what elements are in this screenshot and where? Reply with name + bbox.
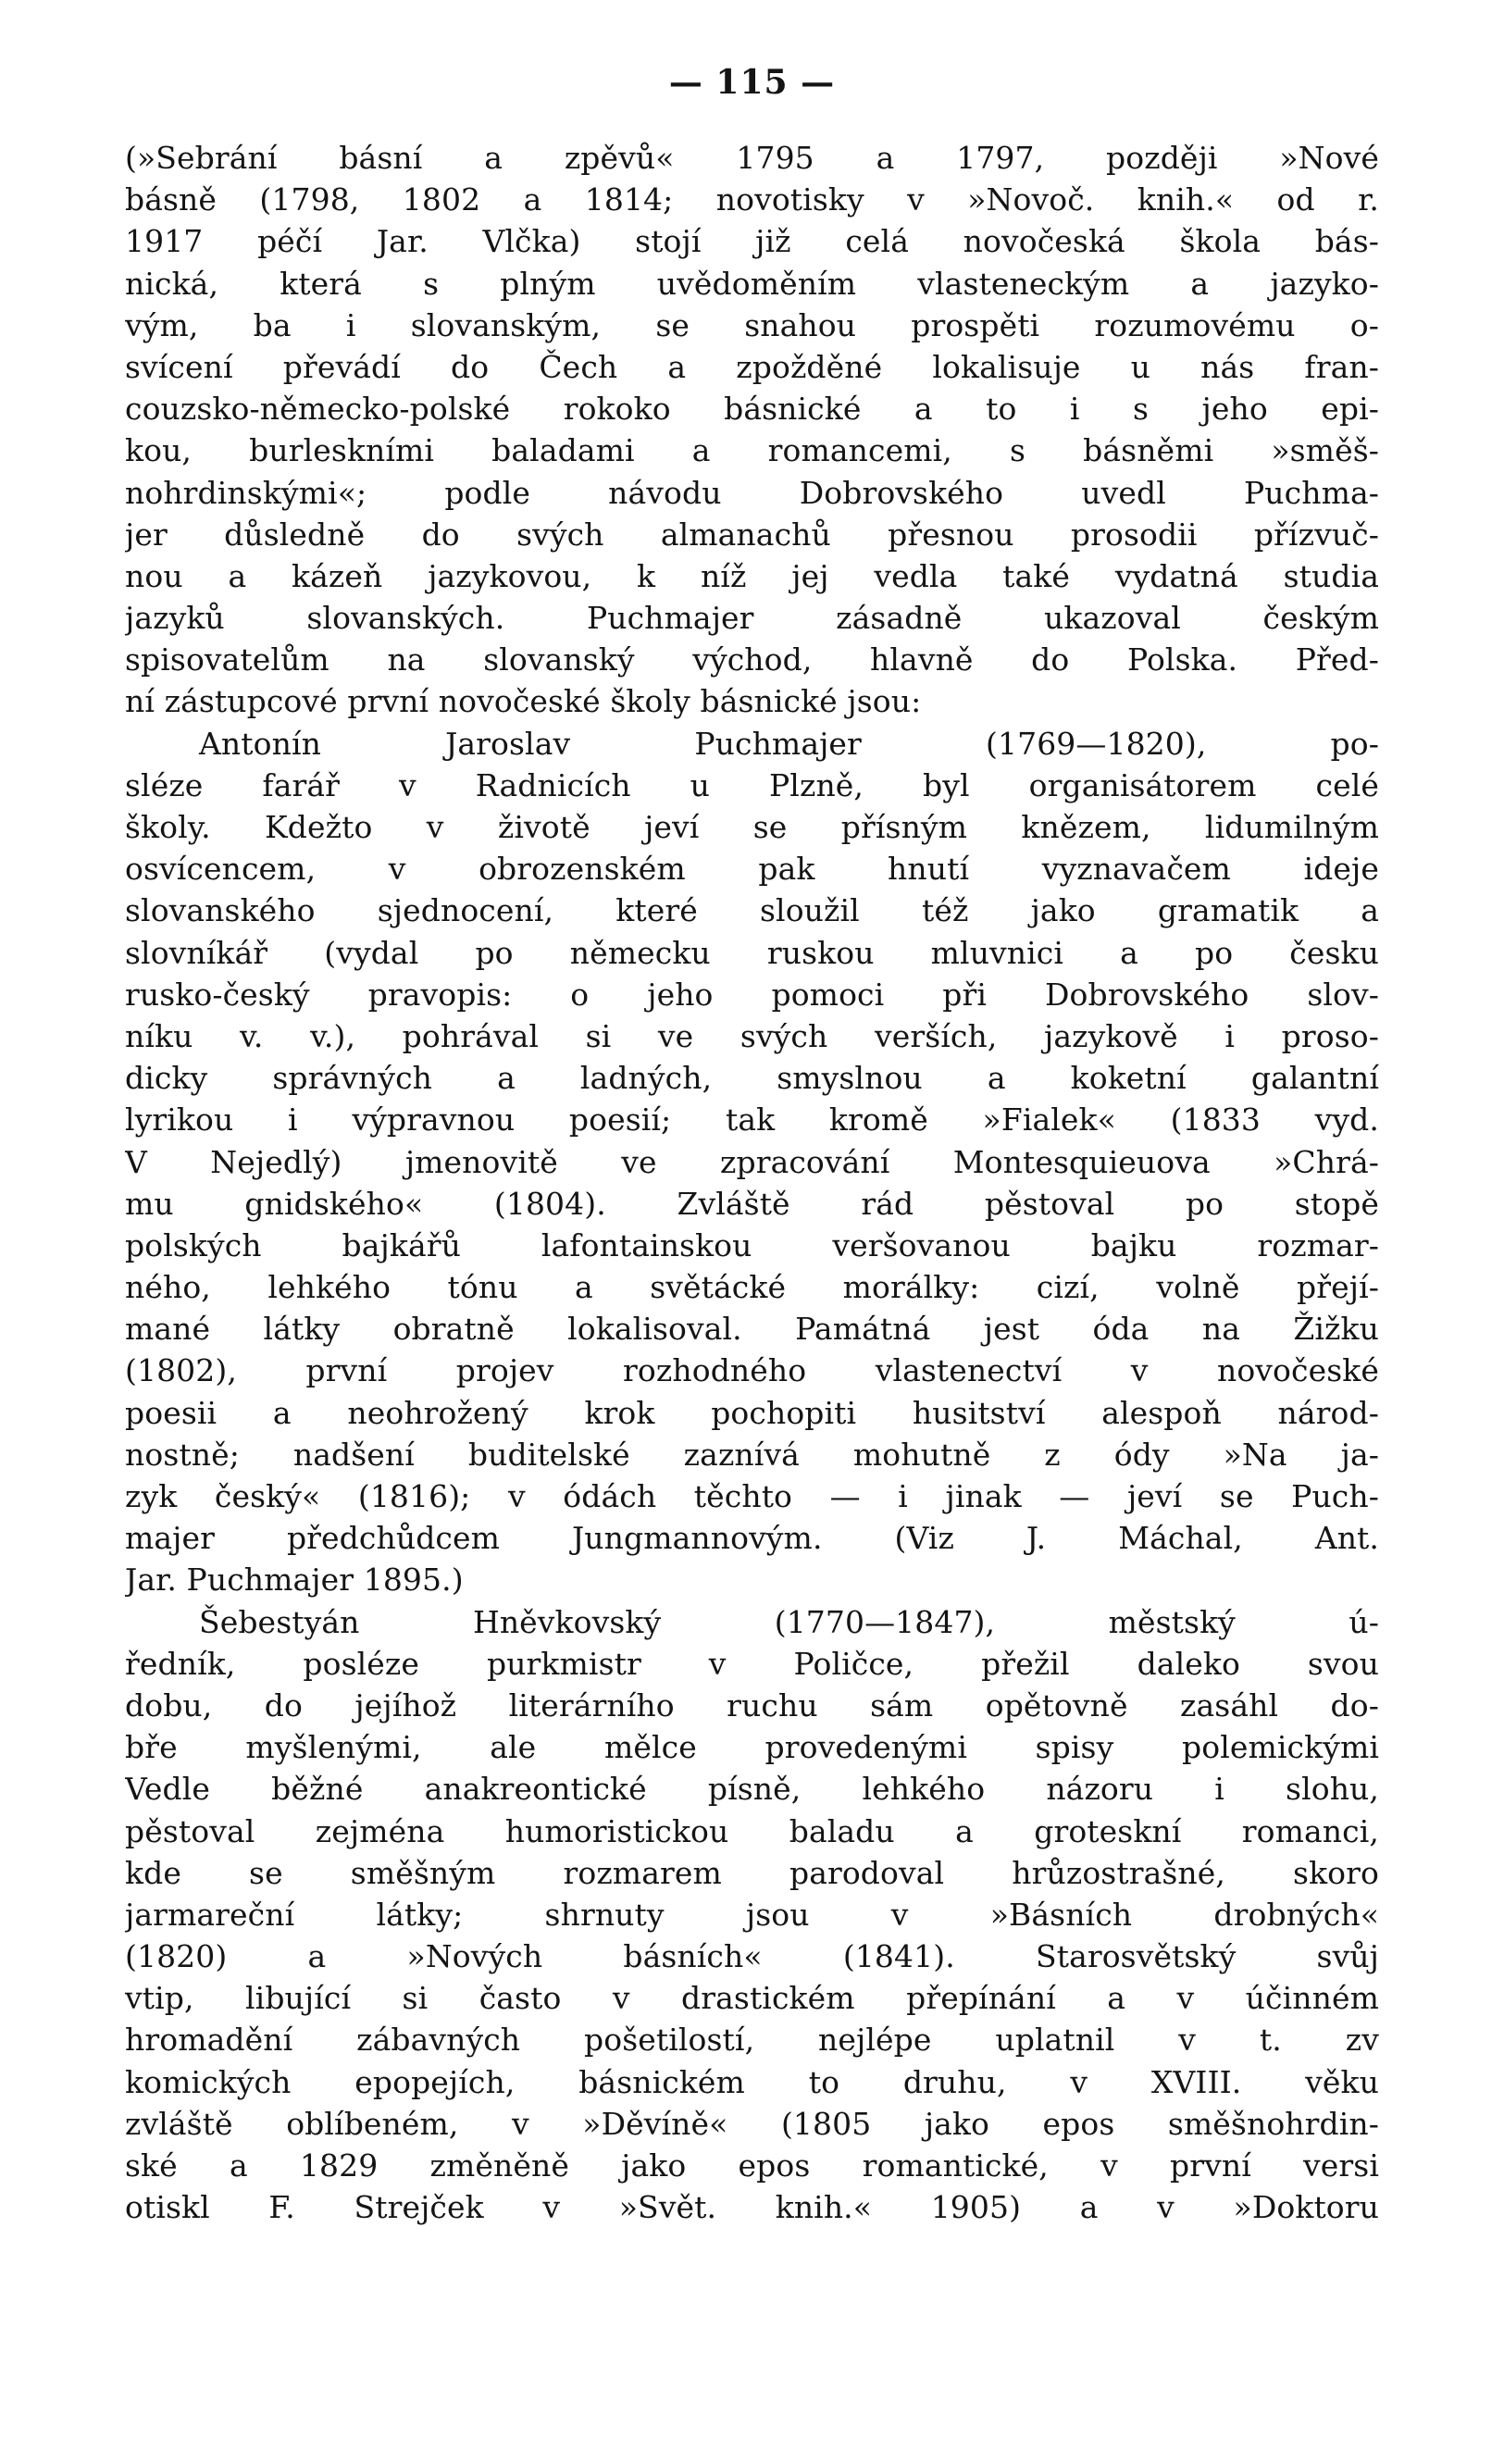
text-line: kou, burleskními baladami a romancemi, s básněmi »směš- bbox=[125, 432, 1379, 469]
text-line: ného, lehkého tónu a světácké morálky: cizí, volně přejí- bbox=[125, 1269, 1379, 1306]
text-line: couzsko-německo-polské rokoko básnické a to i s jeho epi- bbox=[125, 391, 1379, 428]
text-line: kde se směšným rozmarem parodoval hrůzostrašné, skoro bbox=[125, 1854, 1379, 1891]
text-line: lyrikou i výpravnou poesií; tak kromě »Fialek« (1833 vyd. bbox=[125, 1101, 1379, 1139]
text-line: V Nejedlý) jmenovitě ve zpracování Montesquieuova »Chrá- bbox=[125, 1143, 1379, 1180]
text-line: polských bajkářů lafontainskou veršovanou bajku rozmar- bbox=[125, 1226, 1379, 1263]
text-line: Jar. Puchmajer 1895.) bbox=[125, 1562, 464, 1599]
text-line: dobu, do jejíhož literárního ruchu sám opětovně zasáhl do- bbox=[125, 1686, 1379, 1724]
text-line: zvláště oblíbeném, v »Děvíně« (1805 jako epos směšnohrdin- bbox=[125, 2105, 1379, 2142]
text-line: rusko-český pravopis: o jeho pomoci při Dobrovského slov- bbox=[125, 976, 1379, 1013]
text-line: (1820) a »Nových básních« (1841). Starosvětský svůj bbox=[125, 1938, 1379, 1975]
text-line: svícení převádí do Čech a zpožděné lokalisuje u nás fran- bbox=[125, 348, 1379, 385]
text-line: mu gnidského« (1804). Zvláště rád pěstoval po stopě bbox=[125, 1185, 1379, 1222]
text-line: sléze farář v Radnicích u Plzně, byl organisátorem celé bbox=[125, 766, 1379, 803]
text-line: básně (1798, 1802 a 1814; novotisky v »Novoč. knih.« od r. bbox=[125, 181, 1379, 218]
text-line: vtip, libující si často v drastickém přepínání a v účinném bbox=[125, 1980, 1379, 2017]
text-line: Vedle běžné anakreontické písně, lehkého názoru i slohu, bbox=[125, 1771, 1379, 1808]
text-line: jazyků slovanských. Puchmajer zásadně ukazoval českým bbox=[125, 600, 1379, 637]
text-line: hromadění zábavných pošetilostí, nejlépe uplatnil v t. zv bbox=[125, 2022, 1379, 2059]
text-line: nou a kázeň jazykovou, k níž jej vedla také vydatná studia bbox=[125, 557, 1379, 594]
text-line: (»Sebrání básní a zpěvů« 1795 a 1797, později »Nové bbox=[125, 140, 1379, 176]
text-line: osvícencem, v obrozenském pak hnutí vyznavačem ideje bbox=[125, 851, 1379, 888]
text-line: Šebestyán Hněvkovský (1770—1847), městský ú- bbox=[199, 1603, 1379, 1640]
text-line: bře myšlenými, ale mělce provedenými spisy polemickými bbox=[125, 1729, 1379, 1766]
text-line: komických epopejích, básnickém to druhu, v XVIII. věku bbox=[125, 2063, 1379, 2100]
text-line: jarmareční látky; shrnuty jsou v »Básních drobných« bbox=[125, 1896, 1379, 1933]
text-line: ředník, posléze purkmistr v Poličce, přežil daleko svou bbox=[125, 1645, 1379, 1682]
text-line: jer důsledně do svých almanachů přesnou prosodii přízvuč- bbox=[125, 516, 1379, 553]
body-text bbox=[125, 137, 1379, 2228]
text-line: ní zástupcové první novočeské školy básnické jsou: bbox=[125, 683, 922, 720]
text-line: (1802), první projev rozhodného vlastenectví v novočeské bbox=[125, 1352, 1379, 1389]
text-line: ské a 1829 změněně jako epos romantické, v první versi bbox=[125, 2147, 1379, 2184]
text-line: nická, která s plným uvědoměním vlasteneckým a jazyko- bbox=[125, 265, 1379, 302]
text-line: dicky správných a ladných, smyslnou a koketní galantní bbox=[125, 1060, 1379, 1097]
text-line: nohrdinskými«; podle návodu Dobrovského uvedl Puchma- bbox=[125, 474, 1379, 511]
text-line: níku v. v.), pohrával si ve svých verších, jazykově i proso- bbox=[125, 1017, 1379, 1054]
text-line: slovníkář (vydal po německu ruskou mluvnici a po česku bbox=[125, 934, 1379, 971]
text-line: zyk český« (1816); v ódách těchto — i jinak — jeví se Puch- bbox=[125, 1478, 1379, 1514]
page-number: — 115 — bbox=[668, 63, 836, 102]
text-line: nostně; nadšení buditelské zaznívá mohutně z ódy »Na ja- bbox=[125, 1436, 1379, 1473]
text-line: otiskl F. Strejček v »Svět. knih.« 1905) a v »Doktoru bbox=[125, 2189, 1379, 2226]
text-line: Antonín Jaroslav Puchmajer (1769—1820), po- bbox=[199, 725, 1379, 762]
text-line: mané látky obratně lokalisoval. Památná jest óda na Žižku bbox=[125, 1311, 1379, 1348]
text-line: vým, ba i slovanským, se snahou prospěti rozumovému o- bbox=[125, 306, 1379, 343]
text-line: školy. Kdežto v životě jeví se přísným knězem, lidumilným bbox=[125, 809, 1379, 845]
text-line: poesii a neohrožený krok pochopiti husitství alespoň národ- bbox=[125, 1394, 1379, 1431]
text-line: pěstoval zejména humoristickou baladu a groteskní romanci, bbox=[125, 1812, 1379, 1849]
text-line: slovanského sjednocení, které sloužil též jako gramatik a bbox=[125, 892, 1379, 929]
text-line: spisovatelům na slovanský východ, hlavně do Polska. Před- bbox=[125, 641, 1379, 678]
text-line: 1917 péčí Jar. Vlčka) stojí již celá novočeská škola bás- bbox=[125, 223, 1379, 260]
text-line: majer předchůdcem Jungmannovým. (Viz J. Máchal, Ant. bbox=[125, 1520, 1379, 1557]
